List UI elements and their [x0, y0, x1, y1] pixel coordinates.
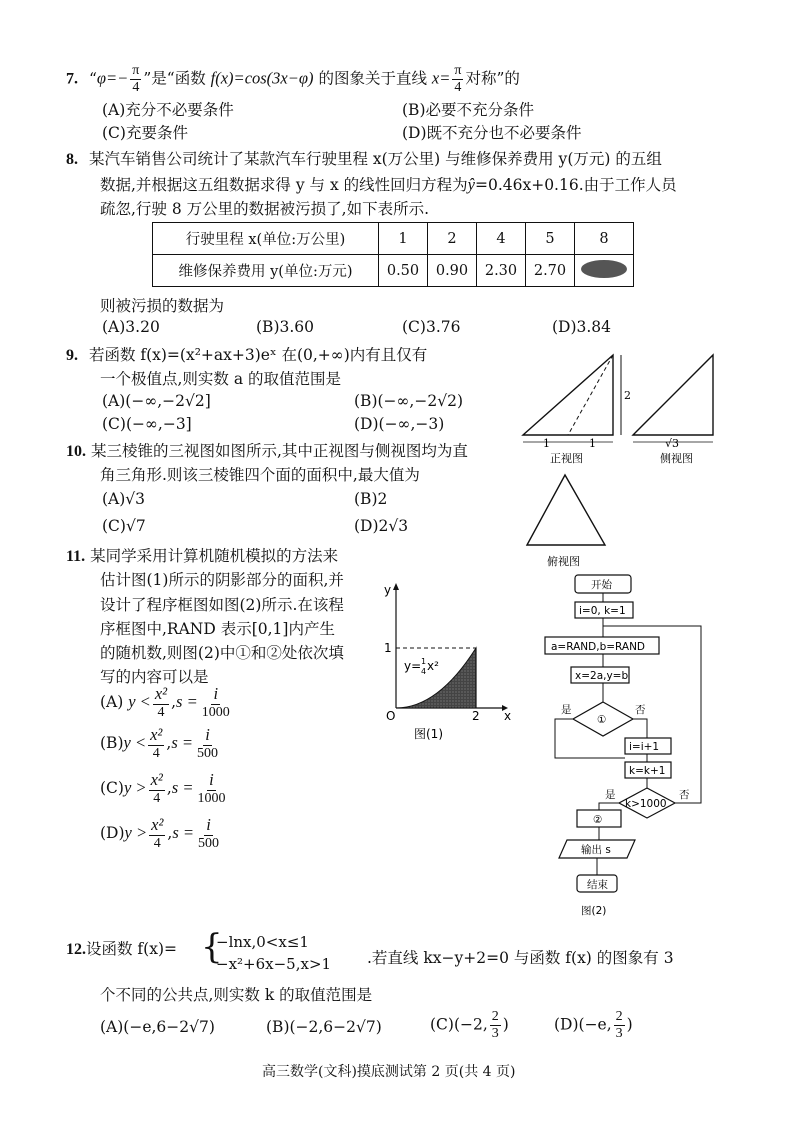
q8-data-table: [152, 222, 634, 287]
frac-num: 2: [615, 1009, 623, 1024]
option-s: s =: [172, 822, 195, 842]
q12-option-b: (B)(−2,6−2√7): [266, 1018, 382, 1036]
q7-func: f(x)=cos(3x−φ): [210, 68, 314, 88]
q11-option-b: (B)y < $\frac{\text{x²}}{4}$ ,s = $\frac{i}{500}$: [100, 725, 218, 761]
frac-i-n: [196, 817, 221, 851]
q12-number: 12.: [66, 941, 86, 958]
option-label: (C): [100, 778, 124, 797]
table-cell: 1: [379, 223, 428, 255]
q9-line1: [66, 343, 427, 365]
frac-num: i: [205, 725, 210, 744]
q8-line2: [100, 173, 677, 195]
decision-2-no: 否: [679, 789, 690, 801]
q11-line4: 序框图中,RAND 表示[0,1]内产生: [100, 620, 335, 638]
box-2-label: ②: [593, 814, 603, 826]
q10-option-b: (B)2: [354, 490, 388, 508]
side-view: [633, 355, 713, 465]
inc-k-label: k=k+1: [629, 765, 666, 777]
yes-branch-line: [555, 719, 625, 758]
table-cell: 0.50: [379, 255, 428, 287]
q7-frac2-den: 4: [454, 80, 462, 95]
option-text: (C)(−2,: [430, 1015, 488, 1034]
q7-quote: “: [88, 69, 97, 88]
q7-option-a: (A)充分不必要条件: [102, 101, 234, 119]
q10-option-a: (A)√3: [102, 490, 146, 508]
y-axis-label: y: [384, 583, 392, 597]
decision-1-label: ①: [597, 714, 607, 726]
front-view-hidden-edge: [568, 355, 613, 435]
table-header-cost: 维修保养费用 y(单位:万元): [153, 255, 379, 287]
base-label-b: 1: [589, 437, 596, 450]
q11-option-d: (D)y > $\frac{\text{x²}}{4}$ ,s = $\frac{i}{500}$: [100, 815, 220, 851]
q11-line2: 估计图(1)所示的阴影部分的面积,并: [100, 571, 344, 589]
q9-option-d: (D)(−∞,−3): [354, 415, 445, 433]
table-cell: 2: [428, 223, 477, 255]
frac-x2-4: [153, 686, 169, 720]
q12-post: .若直线 kx−y+2=0 与函数 f(x) 的图象有 3: [367, 949, 674, 967]
q11-option-a: (A) y < $\frac{\text{x²}}{4}$ ,s = $\frac{i}{1000}$: [100, 684, 230, 720]
q7-xeq: x=: [431, 68, 451, 88]
frac-num: x²: [151, 815, 164, 834]
output-label: 输出 s: [581, 844, 611, 856]
y-axis-arrow-icon: [393, 583, 399, 590]
base-label-a: 1: [543, 437, 550, 450]
decision-1-no: 否: [635, 704, 646, 716]
frac-den: 4: [153, 790, 161, 806]
q10-number: 10.: [66, 443, 86, 460]
q8-line3: 疏忽,行驶 8 万公里的数据被污损了,如下表所示.: [100, 200, 429, 218]
figure-1-area-plot: [374, 580, 514, 740]
curve-eq-num: 1: [421, 657, 427, 666]
frac-den: 500: [197, 745, 218, 761]
exit-line: [599, 803, 619, 810]
q11-line6: 写的内容可以是: [100, 668, 209, 686]
frac-den: 3: [615, 1026, 623, 1041]
option-text: (D)(−e,: [554, 1015, 612, 1034]
rand-label: a=RAND,b=RAND: [551, 641, 646, 653]
q12-option-d: [554, 1010, 633, 1041]
curve-eq-den: 4: [421, 667, 427, 676]
q9-number: 9.: [66, 347, 78, 364]
top-view-caption: 俯视图: [547, 555, 580, 568]
frac-num: 2: [491, 1009, 499, 1024]
q8-option-b: (B)3.60: [256, 318, 314, 336]
assign-label: x=2a,y=b: [575, 670, 629, 682]
q9-line2: 一个极值点,则实数 a 的取值范围是: [100, 370, 342, 388]
ink-blot-icon: [581, 260, 627, 278]
figure-1-caption: 图(1): [414, 727, 443, 740]
q9-option-b: (B)(−∞,−2√2): [354, 392, 463, 410]
end-label: 结束: [587, 879, 608, 891]
q8-text1: 某汽车销售公司统计了某款汽车行驶里程 x(万公里) 与维修保养费用 y(万元) 的五组: [88, 150, 662, 168]
q10-line2: 角三角形.则该三棱锥四个面的面积中,最大值为: [100, 466, 420, 484]
q7-option-d: (D)既不充分也不必要条件: [402, 124, 582, 142]
q11-text1: 某同学采用计算机随机模拟的方法来: [90, 547, 339, 565]
table-row: [153, 255, 634, 287]
q10-option-c: (C)√7: [102, 517, 146, 535]
frac-den: 4: [152, 745, 160, 761]
frac-i-n: [200, 686, 232, 720]
q11-line3: 设计了程序框图如图(2)所示.在该程: [100, 596, 344, 614]
q11-option-c: (C)y > $\frac{\text{x²}}{4}$ ,s = $\frac{i}{1000}$: [100, 770, 226, 806]
front-view: [523, 355, 631, 465]
frac-2-3: [490, 1010, 501, 1041]
q12-pre: 设函数 f(x)=: [86, 940, 177, 958]
option-label: (D): [100, 823, 125, 842]
q8-number: 8.: [66, 151, 78, 168]
decision-1-yes: 是: [561, 704, 572, 716]
inc-i-label: i=i+1: [629, 741, 660, 753]
side-view-caption: 侧视图: [660, 452, 693, 465]
frac-num: x²: [154, 684, 168, 703]
table-cell: 5: [526, 223, 575, 255]
frac-den: 500: [198, 835, 220, 851]
q11-line5: 的随机数,则图(2)中①和②处依次填: [100, 644, 344, 662]
q7-frac-pi4: [130, 64, 141, 95]
frac-num: x²: [150, 770, 163, 789]
no-branch-line: [633, 719, 647, 738]
option-relation: y <: [128, 691, 151, 711]
figure-2-caption: 图(2): [581, 905, 607, 917]
q12-case2: −x²+6x−5,x>1: [216, 955, 332, 973]
q8-option-d: (D)3.84: [552, 318, 612, 336]
origin-label: O: [386, 709, 396, 723]
q7-option-c: (C)充要条件: [102, 124, 188, 142]
q12-option-c: [430, 1010, 509, 1041]
option-s: s =: [171, 777, 194, 797]
q11-number: 11.: [66, 548, 86, 565]
q12-case1: −lnx,0<x≤1: [216, 933, 309, 951]
option-s: s =: [176, 691, 198, 711]
q7-number: 7.: [66, 70, 78, 88]
q10-text1: 某三棱锥的三视图如图所示,其中正视图与侧视图均为直: [90, 442, 468, 460]
q10-option-d: (D)2√3: [354, 517, 409, 535]
option-label: (A): [100, 692, 124, 711]
option-s: s =: [171, 732, 193, 752]
q12-left-brace-icon: {: [201, 927, 223, 967]
q7-frac-den: 4: [132, 80, 140, 95]
front-view-caption: 正视图: [550, 452, 583, 465]
option-relation: y >: [124, 822, 148, 842]
option-relation: y <: [123, 732, 147, 752]
curve-eq-x2: x²: [427, 659, 439, 673]
q8-option-c: (C)3.76: [402, 318, 461, 336]
table-row: [153, 223, 634, 255]
decision-2-yes: 是: [605, 789, 616, 801]
frac-den: 1000: [197, 790, 226, 806]
table-cell: 0.90: [428, 255, 477, 287]
page-footer: 高三数学(文科)摸底测试第 2 页(共 4 页): [262, 1064, 516, 1080]
q12-line1: [66, 937, 177, 981]
q12-line2: 个不同的公共点,则实数 k 的取值范围是: [100, 986, 373, 1004]
frac-den: 4: [157, 704, 165, 720]
q8-yhat: ŷ: [467, 175, 475, 194]
q9-text1: 若函数 f(x)=(x²+ax+3)eˣ 在(0,+∞)内有且仅有: [88, 346, 428, 364]
curve-eq-label: y=: [404, 659, 422, 673]
tick-label-1: 1: [384, 641, 392, 655]
table-cell: 8: [575, 223, 634, 255]
three-views-figure: [515, 350, 725, 570]
decision-2-label: k>1000: [625, 798, 667, 810]
option-relation: y >: [123, 777, 147, 797]
tick-label-2: 2: [472, 709, 480, 723]
q8-line1: [66, 147, 662, 169]
shaded-region: [396, 648, 476, 708]
q7-frac2-num: π: [454, 63, 462, 78]
x-axis-label: x: [504, 709, 512, 723]
frac-x2-4: [149, 772, 165, 806]
q12-option-a: (A)(−e,6−2√7): [100, 1018, 215, 1036]
figure-2-flowchart: [535, 570, 715, 920]
start-label: 开始: [591, 579, 612, 591]
table-header-mileage: 行驶里程 x(单位:万公里): [153, 223, 379, 255]
frac-num: i: [206, 815, 211, 834]
table-cell: 4: [477, 223, 526, 255]
init-label: i=0, k=1: [579, 605, 626, 617]
q8-ask: 则被污损的数据为: [100, 297, 225, 315]
frac-den: 3: [491, 1026, 499, 1041]
q8-text2a: 数据,并根据这五组数据求得 y 与 x 的线性回归方程为: [100, 176, 468, 194]
q8-option-a: (A)3.20: [102, 318, 160, 336]
frac-den: 4: [153, 835, 161, 851]
table-cell: 2.70: [526, 255, 575, 287]
frac-x2-4: [148, 727, 164, 761]
frac-2-3: [614, 1010, 625, 1041]
frac-i-n: [195, 727, 220, 761]
option-label: (B): [100, 733, 124, 752]
q7-frac-pi4-b: [452, 64, 463, 95]
q7-phi: φ=−: [96, 68, 129, 88]
frac-den: 1000: [201, 704, 230, 720]
side-base-label: √3: [665, 437, 680, 450]
table-cell: 2.30: [477, 255, 526, 287]
front-view-triangle: [523, 355, 613, 435]
q11-line1: [66, 544, 338, 566]
frac-num: i: [213, 684, 219, 703]
smudged-cell: [575, 255, 634, 287]
side-view-triangle: [633, 355, 713, 435]
q7-text2: ”是“函数: [143, 69, 206, 88]
frac-num: i: [209, 770, 214, 789]
height-label: 2: [624, 389, 631, 402]
q9-option-c: (C)(−∞,−3]: [102, 415, 192, 433]
q7-text3: 的图象关于直线: [318, 69, 427, 88]
top-view-triangle: [527, 475, 605, 545]
q7-text4: 对称”的: [465, 69, 520, 88]
q9-option-a: (A)(−∞,−2√2]: [102, 392, 211, 410]
option-close: ): [626, 1015, 633, 1034]
option-close: ): [502, 1015, 509, 1034]
top-view: [527, 475, 605, 568]
frac-i-n: [195, 772, 227, 806]
q7-option-b: (B)必要不充分条件: [402, 101, 534, 119]
q10-line1: [66, 439, 468, 461]
frac-num: x²: [150, 725, 163, 744]
q8-text2b: =0.46x+0.16.由于工作人员: [474, 176, 677, 194]
q7-frac-num: π: [132, 63, 140, 78]
frac-x2-4: [149, 817, 165, 851]
q7-stem: [66, 64, 520, 95]
